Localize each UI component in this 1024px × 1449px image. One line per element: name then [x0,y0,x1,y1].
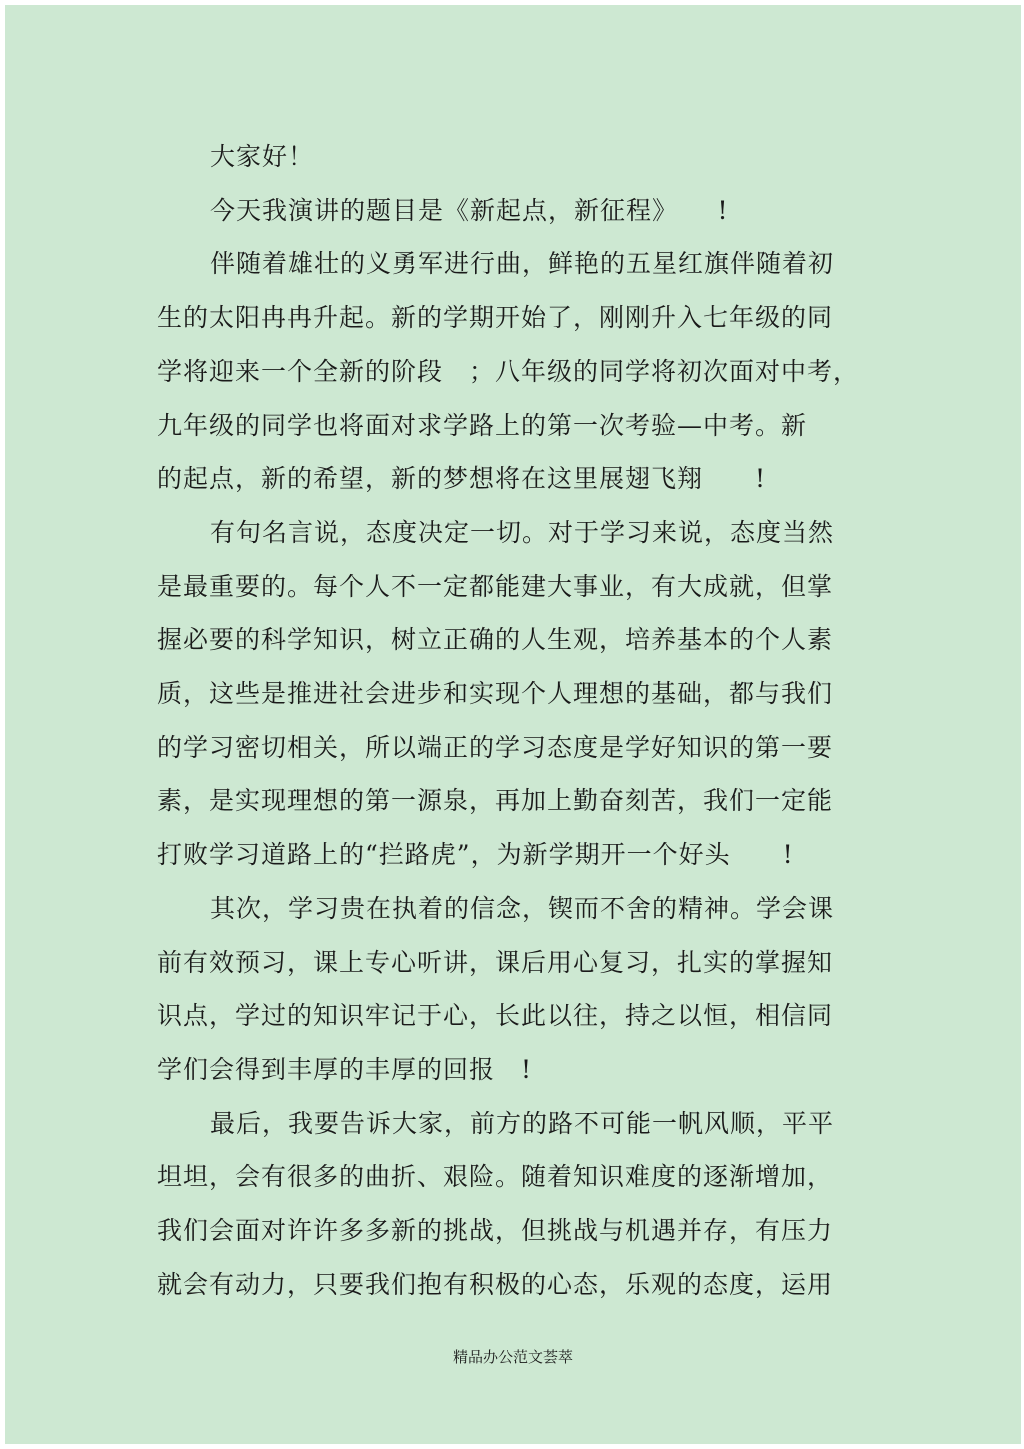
page-footer: 精品办公范文荟萃 [452,1348,573,1366]
paragraph-line: 学将迎来一个全新的阶段 ；八年级的同学将初次面对中考， [157,357,860,386]
paragraph-line: 识点，学过的知识牢记于心，长此以往，持之以恒，相信同 [157,1001,834,1030]
paragraph-first-line: 伴随着雄壮的义勇军进行曲，鲜艳的五星红旗伴随着初 [210,249,835,278]
document-page [5,5,1021,1444]
paragraph-first-line: 最后，我要告诉大家，前方的路不可能一帆风顺，平平 [210,1109,835,1138]
paragraph-line: 九年级的同学也将面对求学路上的第一次考验—中考。新 [157,411,808,440]
paragraph-line: 质，这些是推进社会进步和实现个人理想的基础，都与我们 [157,679,834,708]
paragraph-first-line: 有句名言说，态度决定一切。对于学习来说，态度当然 [210,518,835,547]
paragraph-line: 前有效预习，课上专心听讲，课后用心复习，扎实的掌握知 [157,948,834,977]
paragraph-line: 就会有动力，只要我们抱有积极的心态，乐观的态度，运用 [157,1270,834,1299]
paragraph-line: 学们会得到丰厚的丰厚的回报 ! [157,1055,533,1084]
paragraph-first-line: 今天我演讲的题目是《新起点，新征程》 ! [210,196,729,225]
paragraph-line: 素，是实现理想的第一源泉，再加上勤奋刻苦，我们一定能 [157,786,834,815]
paragraph-line: 打败学习道路上的“拦路虎”，为新学期开一个好头 ! [157,840,794,869]
paragraph-first-line: 其次，学习贵在执着的信念，锲而不舍的精神。学会课 [210,894,835,923]
paragraph-line: 生的太阳冉冉升起。新的学期开始了，刚刚升入七年级的同 [157,303,834,332]
paragraph-line: 是最重要的。每个人不一定都能建大事业，有大成就，但掌 [157,572,834,601]
paragraph-first-line: 大家好！ [210,142,315,171]
paragraph-line: 坦坦，会有很多的曲折、艰险。随着知识难度的逐渐增加， [157,1162,834,1191]
paragraph-line: 我们会面对许许多多新的挑战，但挑战与机遇并存，有压力 [157,1216,834,1245]
paragraph-line: 的学习密切相关，所以端正的学习态度是学好知识的第一要 [157,733,834,762]
paragraph-line: 握必要的科学知识，树立正确的人生观，培养基本的个人素 [157,625,834,654]
paragraph-line: 的起点，新的希望，新的梦想将在这里展翅飞翔 ! [157,464,767,493]
